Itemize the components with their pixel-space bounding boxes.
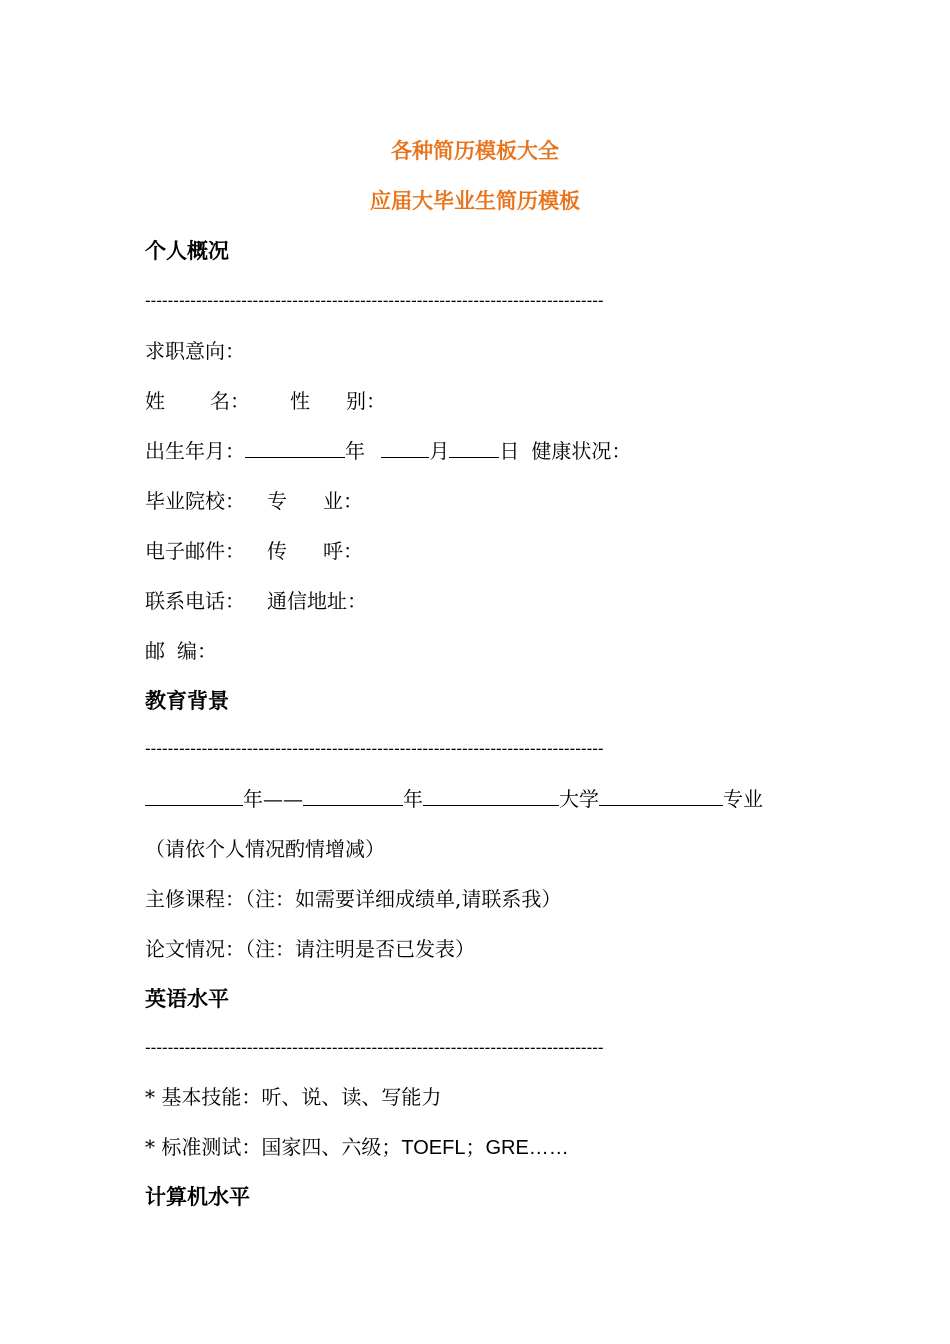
edu-year-char-2: 年 (403, 787, 423, 811)
sub-title: 应届大毕业生简历模板 (370, 189, 580, 213)
major-suffix: 专业 (723, 787, 763, 811)
school-label: 毕业院校： (145, 489, 245, 513)
zip-label-1: 邮 (145, 639, 165, 663)
year-char: 年 (345, 439, 365, 463)
month-char: 月 (429, 439, 450, 463)
major-blank[interactable] (599, 785, 723, 806)
phone-label: 联系电话： (145, 589, 245, 613)
edu-start-year-blank[interactable] (145, 785, 243, 806)
section-heading-english: 英语水平 (145, 987, 229, 1011)
edu-dash: —— (263, 787, 303, 811)
edu-year-char-1: 年 (243, 787, 263, 811)
address-label: 通信地址： (267, 589, 367, 613)
job-intent-row (145, 337, 245, 365)
section-heading-personal: 个人概况 (145, 239, 229, 263)
university-blank[interactable] (423, 785, 559, 806)
university-label: 大学 (559, 787, 599, 811)
major-label-2: 业： (323, 489, 363, 513)
zip-row (145, 637, 217, 665)
english-tests-row (145, 1133, 569, 1162)
name-gender-row (145, 387, 386, 415)
day-char: 日 (499, 439, 520, 463)
education-period-row (145, 785, 763, 813)
name-label-2: 名： (210, 389, 250, 413)
section-divider: --------------------------------------------------------------------------------- (145, 739, 604, 758)
job-intent-label: 求职意向： (145, 339, 245, 363)
pager-label-1: 传 (267, 539, 287, 563)
phone-address-row (145, 587, 367, 615)
major-label-1: 专 (267, 489, 287, 513)
gender-label-1: 性 (290, 389, 310, 413)
section-divider: --------------------------------------------------------------------------------- (145, 1038, 604, 1057)
edu-end-year-blank[interactable] (303, 785, 403, 806)
english-basic-skills: * 基本技能：听、说、读、写能力 (145, 1085, 442, 1109)
zip-label-2: 编： (177, 639, 217, 663)
english-tests-prefix: * 标准测试：国家四、六级； (145, 1135, 402, 1159)
section-divider: --------------------------------------------------------------------------------- (145, 291, 604, 310)
birth-health-row (145, 437, 631, 465)
gender-label-2: 别： (346, 389, 386, 413)
school-major-row (145, 487, 363, 515)
birth-month-blank[interactable] (381, 437, 429, 458)
thesis-row: 论文情况：（注：请注明是否已发表） (145, 937, 475, 961)
birth-day-blank[interactable] (449, 437, 499, 458)
email-label: 电子邮件： (145, 539, 245, 563)
birth-label: 出生年月： (145, 439, 245, 463)
section-heading-education: 教育背景 (145, 689, 229, 713)
name-label-1: 姓 (145, 389, 165, 413)
pager-label-2: 呼： (323, 539, 363, 563)
email-pager-row (145, 537, 363, 565)
health-label: 健康状况： (531, 439, 632, 463)
section-heading-computer: 计算机水平 (145, 1185, 250, 1209)
education-note: （请依个人情况酌情增减） (145, 837, 385, 861)
courses-row: 主修课程：（注：如需要详细成绩单,请联系我） (145, 887, 562, 911)
main-title: 各种简历模板大全 (391, 139, 559, 163)
birth-year-blank[interactable] (245, 437, 345, 458)
english-tests-suffix: TOEFL；GRE…… (401, 1137, 569, 1159)
